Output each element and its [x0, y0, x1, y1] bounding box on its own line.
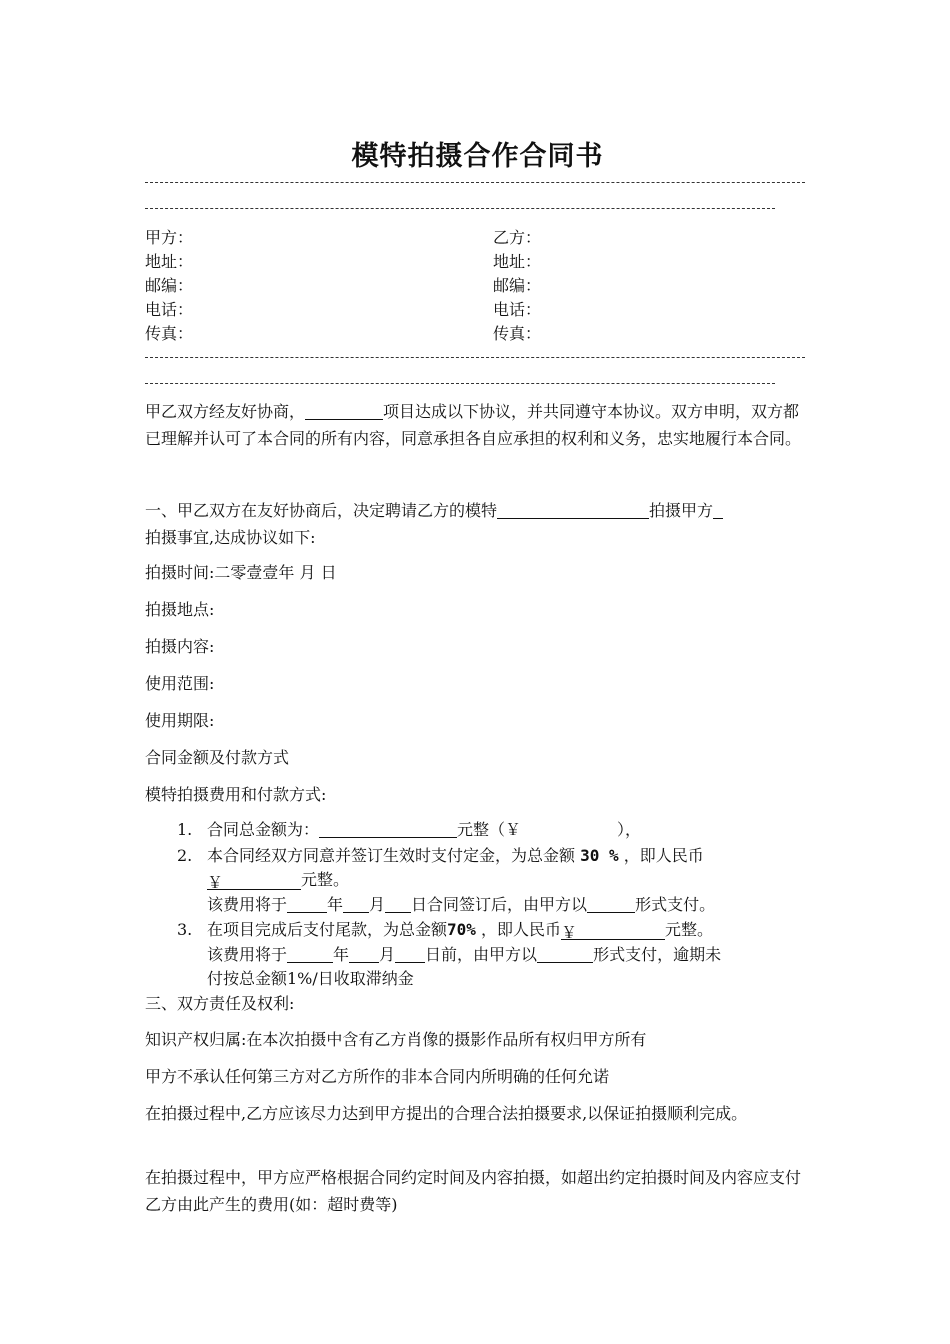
yuan-symbol: ￥ — [561, 923, 578, 942]
item-text: 元整（￥ — [457, 820, 522, 839]
balance-amount-blank — [561, 921, 665, 940]
shoot-time-field: 拍摄时间:二零壹壹年 月 日 — [145, 563, 337, 582]
item-text: 本合同经双方同意并签订生效时支付定金，为总金额 — [207, 846, 581, 865]
shoot-location-field: 拍摄地点: — [145, 600, 215, 619]
payment-item-1 — [177, 818, 641, 842]
intro-text-cont: 项目达成以下协议，并共同遵守本协议。双方申明，双方都已理解并认可了本合同的所有内容，同意承担各自应承担的权利和义务，忠实地履行本合同。 — [145, 402, 802, 448]
item-text: 元整。 — [665, 920, 714, 939]
balance-percent: 70% — [447, 920, 476, 939]
item-text: 形式支付。 — [635, 895, 716, 914]
usage-scope-field: 使用范围: — [145, 674, 215, 693]
party-a-postcode-label: 邮编： — [145, 276, 194, 295]
item-text: 年 — [333, 945, 350, 964]
section-1-text: 一、甲乙双方在友好协商后，决定聘请乙方的模特 — [145, 501, 498, 520]
divider-line — [145, 357, 805, 358]
item-text: ，即人民币 — [475, 920, 562, 939]
item-text: 月 — [379, 945, 396, 964]
intro-text: 甲乙双方经友好协商， — [145, 402, 306, 421]
party-a-fax-label: 传真： — [145, 324, 194, 343]
late-fee-note: 付按总金额1%/日收取滞纳金 — [207, 969, 414, 988]
item-text: 日前，由甲方以 — [425, 945, 538, 964]
project-name-blank — [305, 401, 383, 420]
year-blank — [287, 894, 327, 913]
deposit-percent: 30 % — [580, 846, 619, 865]
section-3-heading: 三、双方责任及权利: — [145, 994, 295, 1013]
section-1-text-c: 拍摄事宜,达成协议如下: — [145, 528, 316, 547]
item-text: 该费用将于 — [207, 895, 288, 914]
contract-amount-heading: 合同金额及付款方式 — [145, 748, 290, 767]
day-blank — [395, 944, 425, 963]
yuan-symbol: ￥ — [207, 873, 224, 892]
usage-period-field: 使用期限: — [145, 711, 215, 730]
party-a-phone-label: 电话： — [145, 300, 194, 319]
month-blank — [349, 944, 379, 963]
item-text: 年 — [327, 895, 344, 914]
item-text: 该费用将于 — [207, 945, 288, 964]
section-1-paragraph — [145, 497, 810, 551]
divider-line — [145, 383, 775, 384]
item-text: 在项目完成后支付尾款，为总金额 — [207, 920, 448, 939]
clause-third-party: 甲方不承认任何第三方对乙方所作的非本合同内所明确的任何允诺 — [145, 1067, 610, 1086]
payment-item-3 — [177, 918, 713, 942]
payment-form-blank — [587, 894, 635, 913]
item-text: 元整。 — [301, 870, 350, 889]
item-text: 日合同签订后，由甲方以 — [411, 895, 588, 914]
item-text: 月 — [369, 895, 386, 914]
fee-payment-heading: 模特拍摄费用和付款方式: — [145, 785, 327, 804]
divider-line — [145, 182, 805, 183]
clause-ip-ownership: 知识产权归属:在本次拍摄中含有乙方肖像的摄影作品所有权归甲方所有 — [145, 1030, 647, 1049]
party-b-address-label: 地址： — [493, 252, 542, 271]
item-text: ，即人民币 — [618, 846, 704, 865]
payment-item-3-schedule — [207, 943, 721, 967]
party-b-name-label: 乙方： — [493, 228, 542, 247]
payment-item-2-schedule — [207, 893, 715, 917]
party-b-postcode-label: 邮编： — [493, 276, 542, 295]
party-a-address-label: 地址： — [145, 252, 194, 271]
item-number: 1. — [177, 820, 193, 839]
item-text: 形式支付，逾期未 — [593, 945, 722, 964]
shoot-content-field: 拍摄内容: — [145, 637, 215, 656]
section-1-text-b: 拍摄甲方 — [649, 501, 714, 520]
payment-form-blank — [537, 944, 593, 963]
year-blank — [287, 944, 333, 963]
model-name-blank — [497, 500, 649, 519]
party-a-name-label: 甲方： — [145, 228, 194, 247]
payment-item-2 — [177, 844, 704, 868]
item-text: ）， — [617, 820, 642, 839]
item-number: 3. — [177, 920, 193, 939]
intro-paragraph — [145, 398, 810, 452]
item-text: 合同总金额为： — [207, 820, 320, 839]
clause-party-a-duty: 在拍摄过程中，甲方应严格根据合同约定时间及内容拍摄，如超出约定拍摄时间及内容应支付乙方由此产生的费用(如：超时费等) — [145, 1168, 802, 1214]
party-b-phone-label: 电话： — [493, 300, 542, 319]
item-number: 2. — [177, 846, 193, 865]
page-title: 模特拍摄合作合同书 — [351, 141, 604, 172]
party-b-fax-label: 传真： — [493, 324, 542, 343]
deposit-amount-blank — [207, 871, 301, 890]
clause-party-b-duty: 在拍摄过程中,乙方应该尽力达到甲方提出的合理合法拍摄要求,以保证拍摄顺利完成。 — [145, 1104, 748, 1123]
shoot-subject-blank — [713, 500, 723, 519]
month-blank — [343, 894, 369, 913]
payment-item-2-amount — [207, 868, 349, 892]
divider-line — [145, 208, 775, 209]
total-amount-blank — [319, 819, 457, 838]
day-blank — [385, 894, 411, 913]
